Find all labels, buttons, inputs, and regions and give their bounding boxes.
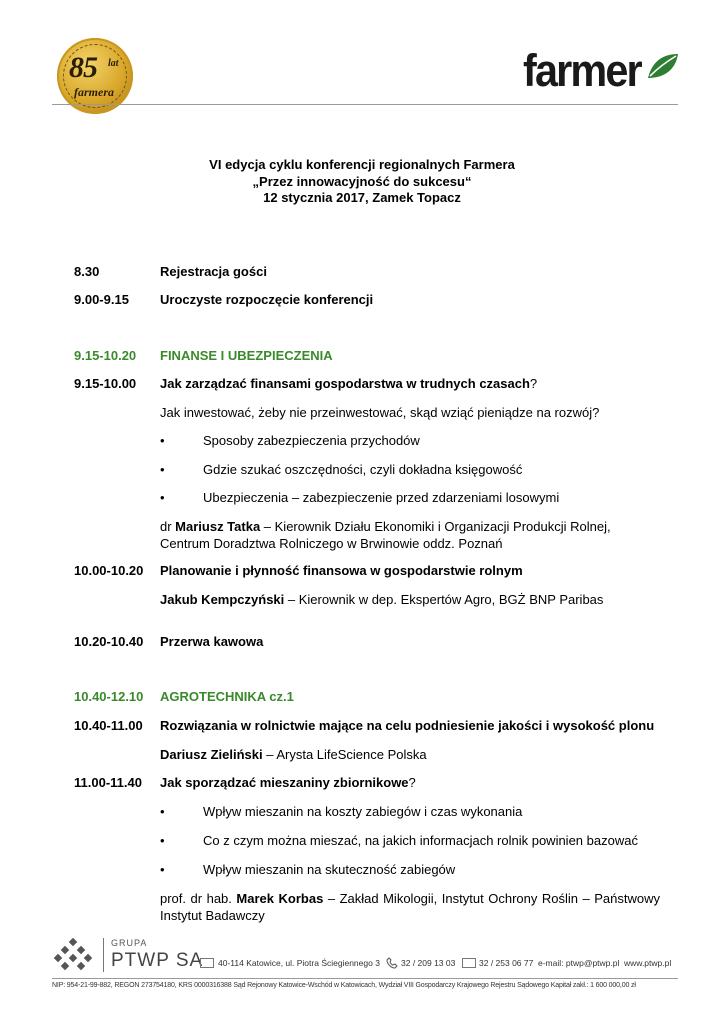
- speaker-name: Dariusz Zieliński: [160, 747, 263, 762]
- speaker-prefix: dr: [160, 519, 176, 534]
- speaker-info: [160, 746, 660, 763]
- speaker-affiliation: – Kierownik w dep. Ekspertów Agro, BGŻ BNP Paribas: [284, 592, 604, 607]
- title-line-2: „Przez innowacyjność do sukcesu“: [252, 174, 472, 189]
- section-time: 9.15-10.20: [74, 348, 137, 363]
- speaker-name: Marek Korbas: [236, 891, 324, 906]
- footer-logo-divider: [103, 938, 104, 972]
- speaker-info: [160, 518, 660, 552]
- bullet-text: Wpływ mieszanin na skuteczność zabiegów: [203, 862, 456, 877]
- speaker-affiliation: – Arysta LifeScience Polska: [262, 747, 427, 762]
- bullet-icon: •: [160, 862, 165, 877]
- agenda-time: 9.00-9.15: [74, 292, 129, 307]
- agenda-time: 10.20-10.40: [74, 634, 144, 649]
- agenda-title: [160, 775, 416, 790]
- footer-legal: NIP: 954-21-99-882, REGON 273754180, KRS 0000316388 Sąd Rejonowy Katowice-Wschód w Katowicach, Wydział VIII Gospodarczy Krajowego Rejestru Sądowego Kapitał zakł.: 1 600 000,00 zł: [52, 982, 636, 989]
- seal-suffix: lat: [108, 58, 119, 69]
- section-time: 10.40-12.10: [74, 689, 144, 704]
- agenda-time: 8.30: [74, 264, 100, 279]
- speaker-affiliation: – Kierownik Działu Ekonomiki i Organizacji Produkcji Rolnej, Centrum Doradztwa Rolniczego w Brwinowie oddz. Poznań: [160, 519, 611, 551]
- leaf-icon: [646, 52, 680, 80]
- section-title: AGROTECHNIKA cz.1: [160, 689, 294, 704]
- agenda-title: Rozwiązania w rolnictwie mające na celu podniesienie jakości i wysokość plonu: [160, 718, 655, 733]
- bullet-icon: •: [160, 804, 165, 819]
- agenda-time: 10.00-10.20: [74, 563, 144, 578]
- talk-description: Jak inwestować, żeby nie przeinwestować, skąd wziąć pieniądze na rozwój?: [160, 405, 600, 420]
- agenda-time: 11.00-11.40: [74, 775, 142, 790]
- bullet-text: Wpływ mieszanin na koszty zabiegów i czas wykonania: [203, 804, 523, 819]
- bullet-icon: •: [160, 433, 165, 448]
- bullet-icon: •: [160, 490, 165, 505]
- talk-title-end: ?: [408, 775, 416, 790]
- footer-address: 40-114 Katowice, ul. Piotra Ściegiennego 3: [218, 958, 380, 968]
- footer-fax: 32 / 253 06 77: [479, 958, 534, 968]
- agenda-title: Przerwa kawowa: [160, 634, 264, 649]
- agenda-time: 10.40-11.00: [74, 718, 143, 733]
- anniversary-seal-logo: [57, 38, 133, 114]
- envelope-icon: [200, 958, 214, 968]
- bullet-text: Sposoby zabezpieczenia przychodów: [203, 433, 420, 448]
- bullet-text: Ubezpieczenia – zabezpieczenie przed zdarzeniami losowymi: [203, 490, 560, 505]
- seal-number: 85: [69, 51, 97, 84]
- footer-email[interactable]: e-mail: ptwp@ptwp.pl: [538, 958, 620, 968]
- footer-divider: [52, 978, 678, 979]
- speaker-info: [160, 890, 660, 924]
- speaker-info: [160, 591, 660, 608]
- talk-title-end: ?: [529, 376, 538, 391]
- talk-title: Jak zarządzać finansami gospodarstwa w trudnych czasach: [160, 376, 530, 391]
- title-line-1: VI edycja cyklu konferencji regionalnych Farmera: [209, 157, 515, 172]
- bullet-text: Co z czym można mieszać, na jakich informacjach rolnik powinien bazować: [203, 833, 638, 848]
- bullet-icon: •: [160, 462, 165, 477]
- agenda-title: [160, 376, 537, 391]
- ptwp-logo-icon: [54, 938, 94, 974]
- footer-phone: 32 / 209 13 03: [401, 958, 456, 968]
- footer-company: PTWP SA: [111, 950, 204, 971]
- bullet-text: Gdzie szukać oszczędności, czyli dokładna księgowość: [203, 462, 523, 477]
- speaker-name: Jakub Kempczyński: [160, 592, 285, 607]
- header-divider: [52, 104, 678, 105]
- title-line-3: 12 stycznia 2017, Zamek Topacz: [263, 190, 461, 205]
- agenda-title: Planowanie i płynność finansowa w gospodarstwie rolnym: [160, 563, 523, 578]
- section-title: FINANSE I UBEZPIECZENIA: [160, 348, 333, 363]
- speaker-name: Mariusz Tatka: [175, 519, 261, 534]
- agenda-title: Uroczyste rozpoczęcie konferencji: [160, 292, 374, 307]
- talk-title: Jak sporządzać mieszaniny zbiornikowe: [160, 775, 409, 790]
- farmer-logo-text: farmer: [523, 45, 641, 96]
- speaker-affiliation: – Zakład Mikologii, Instytut Ochrony Roślin – Państwowy Instytut Badawczy: [160, 891, 660, 923]
- footer-grupa: GRUPA: [111, 938, 148, 948]
- speaker-prefix: prof. dr hab.: [160, 891, 237, 906]
- seal-word: farmera: [74, 85, 114, 99]
- phone-icon: [386, 957, 398, 969]
- footer-website[interactable]: www.ptwp.pl: [624, 958, 672, 968]
- agenda-title: Rejestracja gości: [160, 264, 267, 279]
- agenda-time: 9.15-10.00: [74, 376, 137, 391]
- fax-icon: [462, 958, 476, 968]
- bullet-icon: •: [160, 833, 165, 848]
